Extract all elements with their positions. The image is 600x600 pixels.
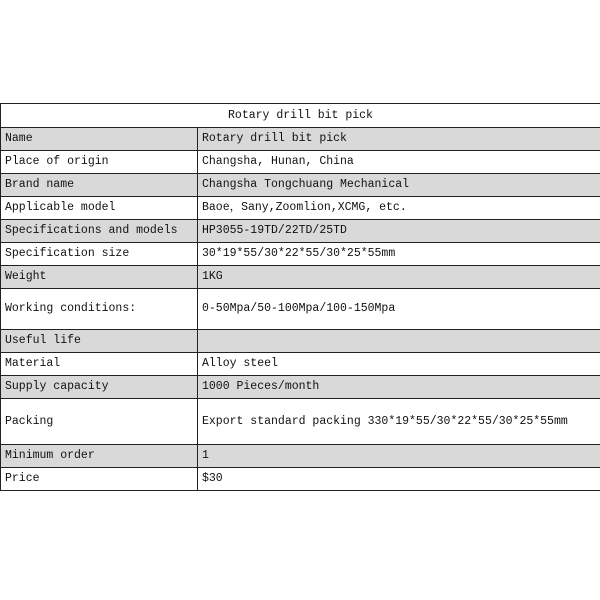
table-row xyxy=(1,220,600,243)
spec-table xyxy=(0,103,600,491)
row-label: Specifications and models xyxy=(1,220,198,243)
table-row xyxy=(1,445,600,468)
row-value: 1KG xyxy=(198,266,600,289)
row-label: Place of origin xyxy=(1,151,198,174)
row-value: 1000 Pieces/month xyxy=(198,376,600,399)
table-title-row xyxy=(1,104,600,128)
table-row xyxy=(1,197,600,220)
table-row xyxy=(1,174,600,197)
table-row xyxy=(1,353,600,376)
row-value: Baoe，Sany,Zoomlion,XCMG, etc. xyxy=(198,197,600,220)
row-label: Packing xyxy=(1,399,198,445)
row-label: Applicable model xyxy=(1,197,198,220)
table-row xyxy=(1,266,600,289)
row-value: 30*19*55/30*22*55/30*25*55mm xyxy=(198,243,600,266)
row-value: Changsha, Hunan, China xyxy=(198,151,600,174)
row-label: Brand name xyxy=(1,174,198,197)
row-label: Material xyxy=(1,353,198,376)
row-label: Supply capacity xyxy=(1,376,198,399)
row-label: Minimum order xyxy=(1,445,198,468)
table-row xyxy=(1,468,600,491)
table-row xyxy=(1,399,600,445)
row-label: Name xyxy=(1,128,198,151)
row-label: Specification size xyxy=(1,243,198,266)
row-value: Alloy steel xyxy=(198,353,600,376)
row-value: 1 xyxy=(198,445,600,468)
table-title: Rotary drill bit pick xyxy=(1,104,600,128)
row-label: Price xyxy=(1,468,198,491)
table-row xyxy=(1,128,600,151)
table-row xyxy=(1,289,600,330)
row-label: Weight xyxy=(1,266,198,289)
table-row xyxy=(1,330,600,353)
row-label: Useful life xyxy=(1,330,198,353)
table-row xyxy=(1,243,600,266)
row-value: HP3055-19TD/22TD/25TD xyxy=(198,220,600,243)
row-value: Export standard packing 330*19*55/30*22*55/30*25*55mm xyxy=(198,399,600,445)
table-row xyxy=(1,151,600,174)
row-value: Rotary drill bit pick xyxy=(198,128,600,151)
row-value: Changsha Tongchuang Mechanical xyxy=(198,174,600,197)
row-value: 0-50Mpa/50-100Mpa/100-150Mpa xyxy=(198,289,600,330)
row-value xyxy=(198,330,600,353)
row-label: Working conditions: xyxy=(1,289,198,330)
table-row xyxy=(1,376,600,399)
row-value: $30 xyxy=(198,468,600,491)
